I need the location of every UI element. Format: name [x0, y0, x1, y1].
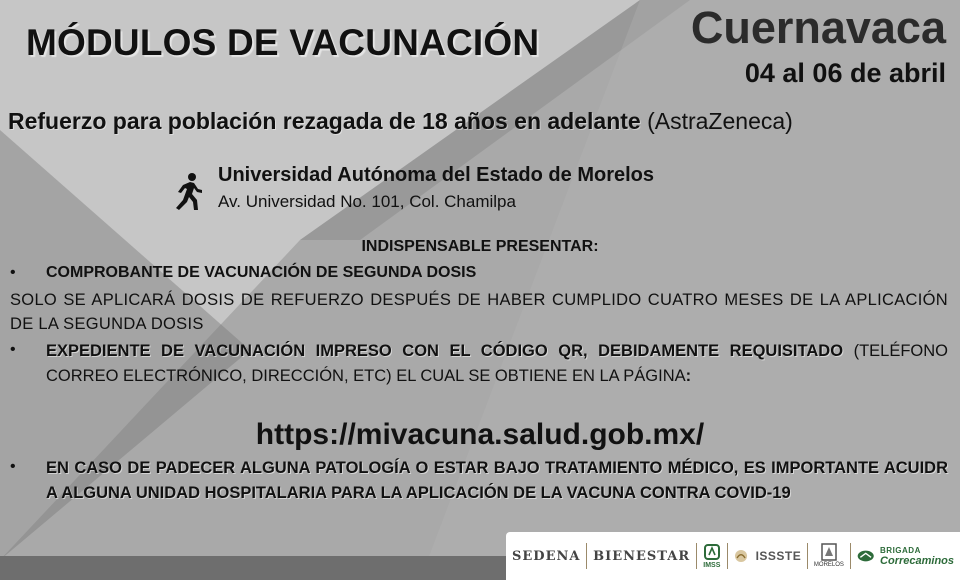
- bullet: •: [10, 341, 16, 358]
- divider: [807, 543, 808, 569]
- morelos-label: MORELOS: [813, 562, 844, 568]
- subtitle: [8, 108, 793, 135]
- sedena-logo: SEDENA: [512, 548, 581, 564]
- page-title: MÓDULOS DE VACUNACIÓN: [26, 22, 540, 63]
- brigada-label: BRIGADA: [880, 546, 921, 555]
- bienestar-logo: BIENESTAR: [593, 548, 691, 564]
- correcaminos-label: Correcaminos: [880, 555, 955, 567]
- divider: [696, 543, 697, 569]
- city-name: Cuernavaca: [690, 2, 946, 53]
- institution-logo-bar: [506, 532, 960, 580]
- divider: [850, 543, 851, 569]
- requirement-record-details: (TELÉFONO CORREO ELECTRÓNICO, DIRECCIÓN, ETC) EL CUAL SE OBTIENE EN LA PÁGINA: [46, 342, 949, 385]
- requirement-record-colon: :: [685, 367, 692, 385]
- brigada-emblem-icon: [857, 546, 874, 566]
- imss-emblem-icon: [703, 543, 721, 561]
- bullet: •: [10, 264, 16, 281]
- divider: [586, 543, 587, 569]
- requirement-record-bold: EXPEDIENTE DE VACUNACIÓN IMPRESO CON EL CÓDIGO QR, DEBIDAMENTE REQUISITADO: [46, 342, 844, 360]
- requirement-vaccination-record: [46, 339, 948, 389]
- requirements-heading: INDISPENSABLE PRESENTAR:: [361, 238, 599, 255]
- venue-name: Universidad Autónoma del Estado de Morelos: [218, 164, 654, 186]
- imss-label: IMSS: [703, 561, 721, 569]
- brigada-logo: [880, 545, 954, 567]
- divider: [727, 543, 728, 569]
- bullet: •: [10, 458, 16, 475]
- requirement-medical-condition: EN CASO DE PADECER ALGUNA PATOLOGÍA O ESTAR BAJO TRATAMIENTO MÉDICO, ES IMPORTANTE ACUIDR A ALGUNA UNIDAD HOSPITALARIA PARA LA APLICACIÓN DE LA VACUNA CONTRA COVID-19: [46, 459, 948, 502]
- booster-note: SOLO SE APLICARÁ DOSIS DE REFUERZO DESPUÉS DE HABER CUMPLIDO CUATRO MESES DE LA APLICACIÓN DE LA SEGUNDA DOSIS: [10, 291, 948, 333]
- morelos-logo: [814, 543, 844, 569]
- morelos-emblem-icon: [821, 543, 837, 561]
- date-range: 04 al 06 de abril: [744, 58, 946, 88]
- subtitle-vaccine: (AstraZeneca): [640, 108, 793, 134]
- imss-logo: [703, 543, 721, 570]
- walking-person-icon: [170, 172, 204, 212]
- venue-address: Av. Universidad No. 101, Col. Chamilpa: [218, 192, 516, 211]
- vaccination-url[interactable]: https://mivacuna.salud.gob.mx/: [255, 418, 705, 451]
- requirement-vaccination-proof: COMPROBANTE DE VACUNACIÓN DE SEGUNDA DOSIS: [46, 264, 477, 281]
- issste-logo: ISSSTE: [755, 549, 802, 563]
- subtitle-bold: Refuerzo para población rezagada de 18 años en adelante: [8, 108, 641, 134]
- issste-emblem-icon: [733, 545, 749, 567]
